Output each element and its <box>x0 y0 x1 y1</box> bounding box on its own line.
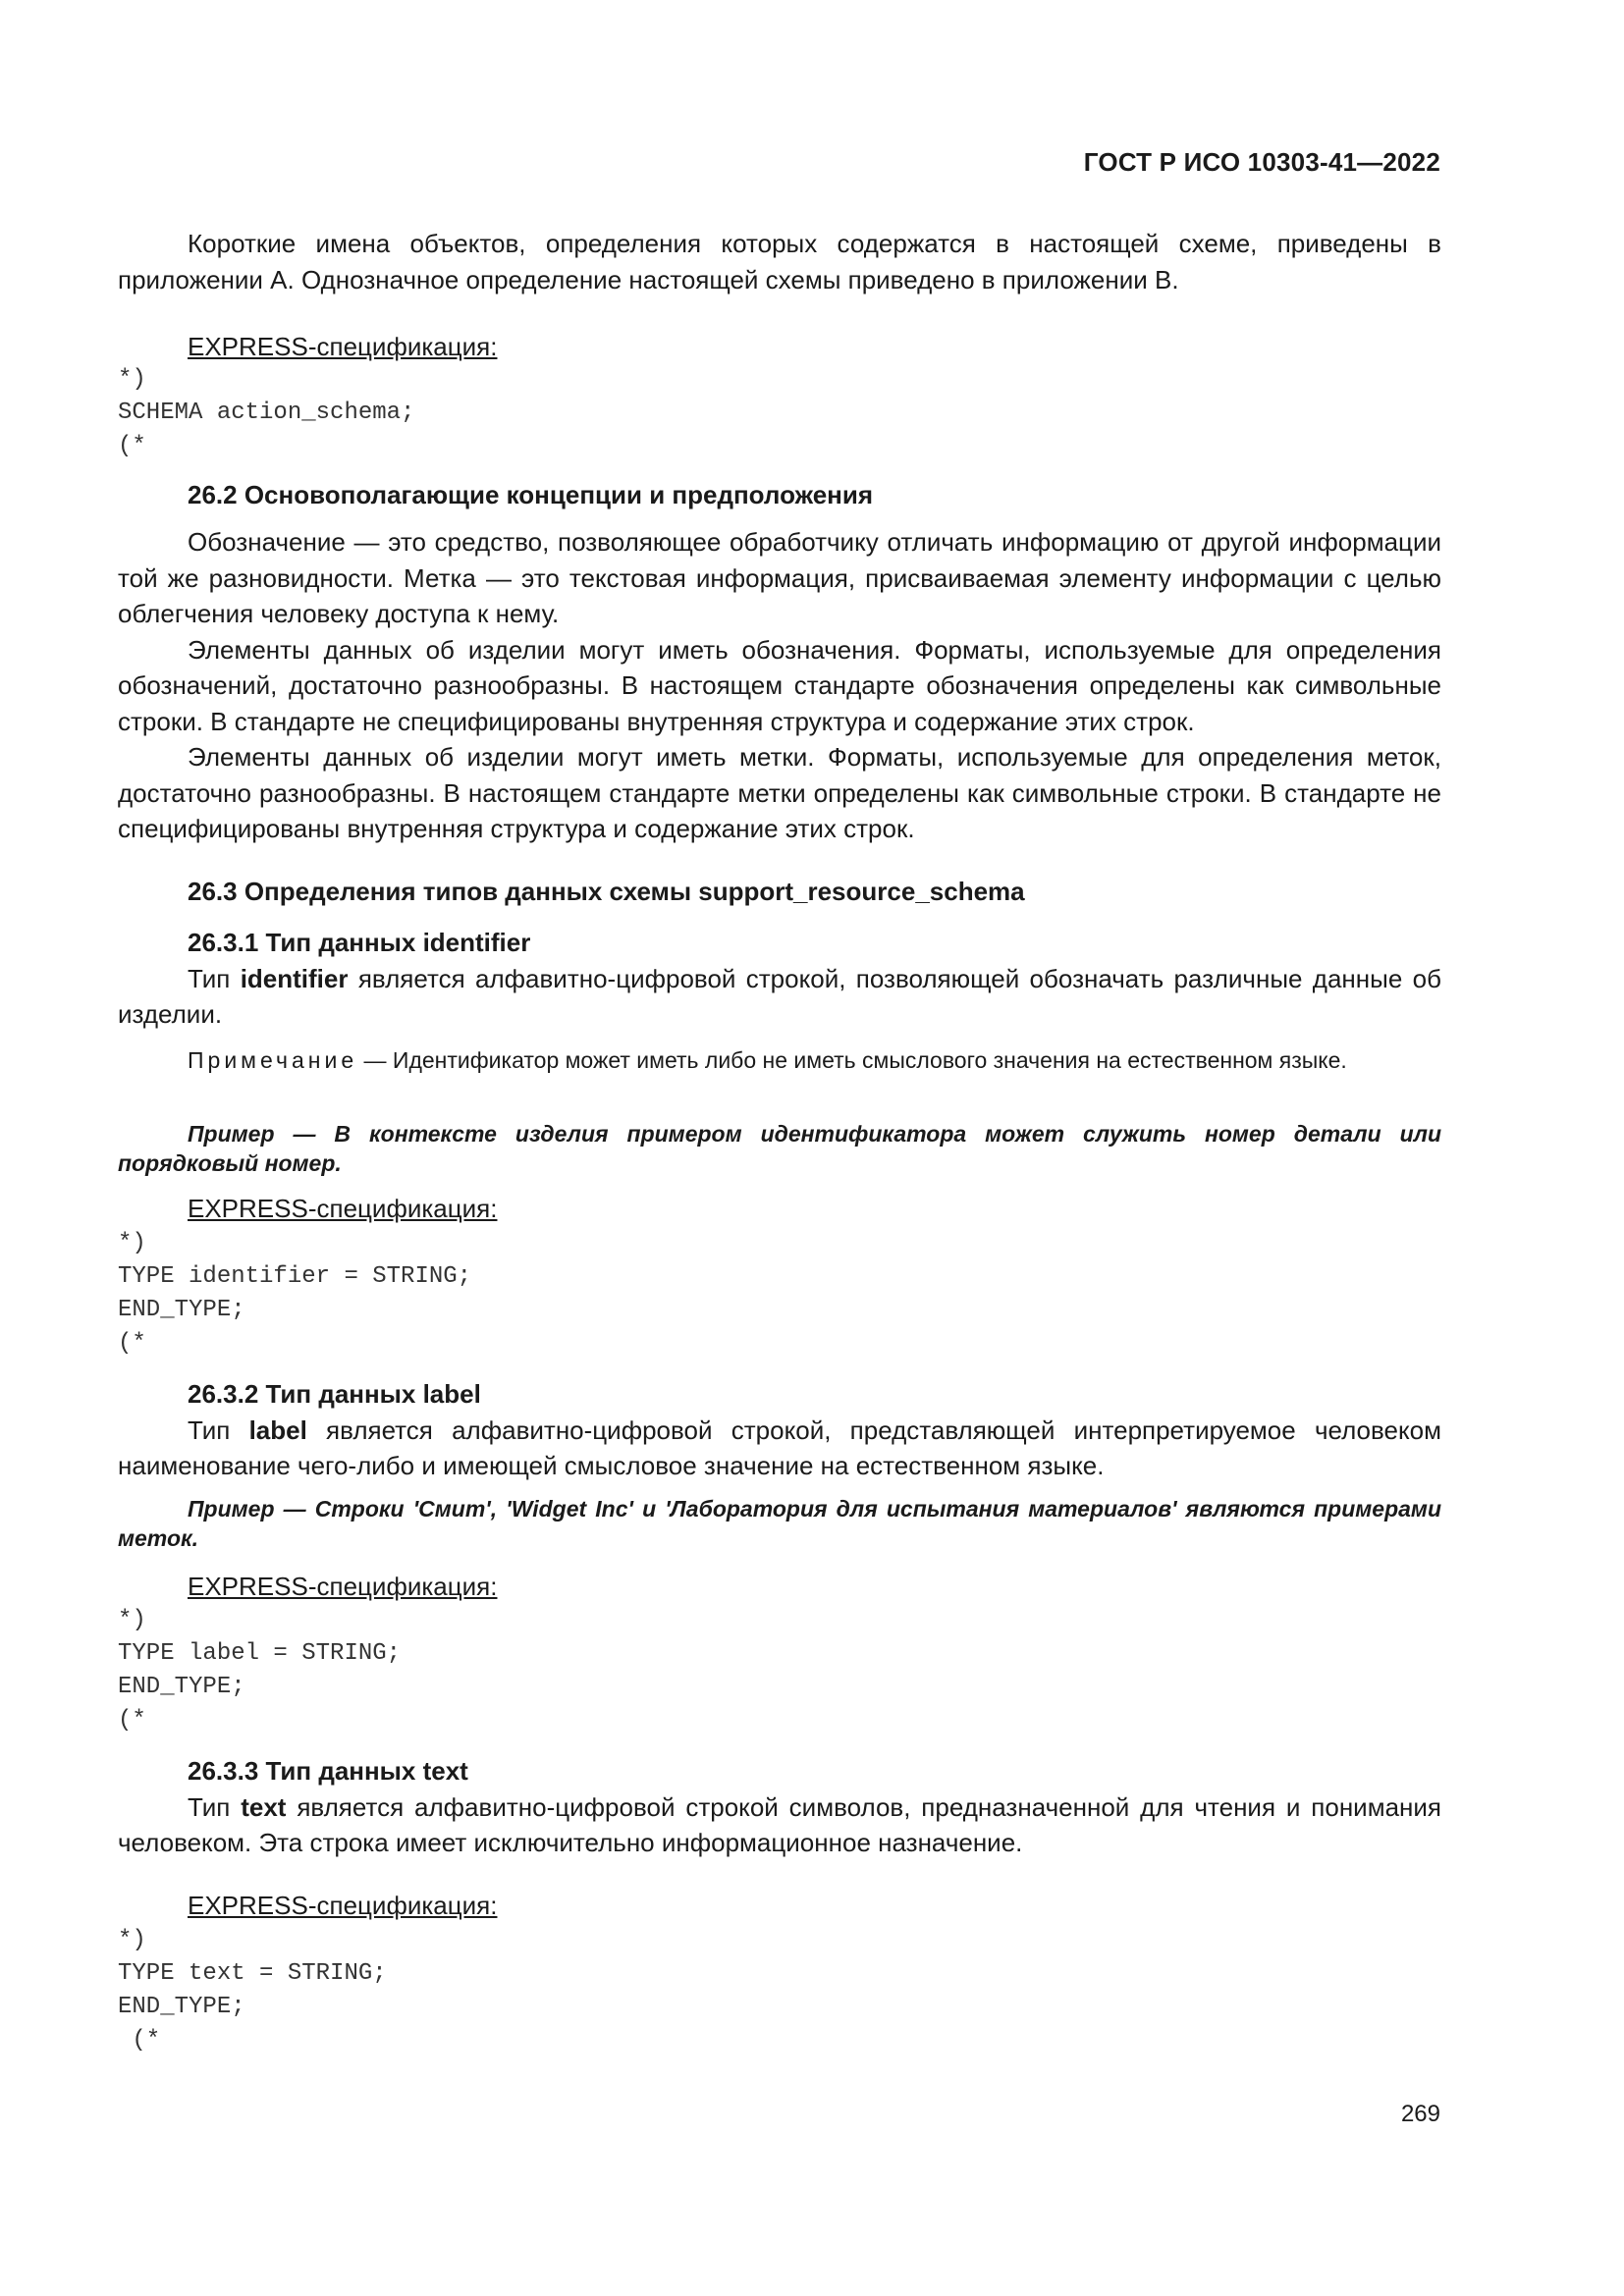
paragraph: Тип identifier является алфавитно-цифровой строкой, позволяющей обозначать различные данные об изделии. <box>118 963 1441 1029</box>
note: Примечание — Идентификатор может иметь либо не иметь смыслового значения на естественном языке. <box>188 1047 1347 1073</box>
section-26-3-2 <box>118 1376 1441 1484</box>
section-heading: 26.3 Определения типов данных схемы support_resource_schema <box>188 877 1025 906</box>
example: Пример — В контексте изделия примером идентификатора может служить номер детали или порядковый номер. <box>118 1121 1441 1176</box>
code-line: TYPE identifier = STRING; <box>118 1263 472 1290</box>
code-line: *) <box>118 1230 146 1256</box>
spec-label: EXPRESS-спецификация: <box>188 332 498 361</box>
code-line: END_TYPE; <box>118 1674 245 1700</box>
code-line: END_TYPE; <box>118 1297 245 1323</box>
code-line: (* <box>118 1707 146 1734</box>
code-block-2 <box>118 1227 1441 1361</box>
code-line: (* <box>118 1330 146 1357</box>
note-label: Примечание <box>188 1047 358 1073</box>
spec-label: EXPRESS-спецификация: <box>188 1194 498 1223</box>
section-26-3 <box>118 874 1441 910</box>
code-block-4 <box>118 1924 1441 2057</box>
note-block <box>118 1045 1441 1075</box>
section-26-2 <box>118 477 1441 513</box>
subsection-heading: 26.3.2 Тип данных label <box>188 1379 481 1409</box>
code-line: SCHEMA action_schema; <box>118 400 415 426</box>
example: Пример — Строки 'Смит', 'Widget Inc' и 'Лаборатория для испытания материалов' являются примерами меток. <box>118 1496 1441 1551</box>
code-line: TYPE label = STRING; <box>118 1640 402 1667</box>
section-26-2-body <box>118 524 1441 847</box>
spec-label: EXPRESS-спецификация: <box>188 1891 498 1920</box>
code-line: (* <box>118 2027 161 2054</box>
document-code-header: ГОСТ Р ИСО 10303-41—2022 <box>1083 147 1440 177</box>
code-line: TYPE text = STRING; <box>118 1960 387 1987</box>
code-line: *) <box>118 1607 146 1633</box>
intro-section <box>118 226 1441 297</box>
express-spec-3 <box>118 1569 1441 1605</box>
code-line: *) <box>118 366 146 393</box>
subsection-heading: 26.3.3 Тип данных text <box>188 1756 468 1786</box>
paragraph: Обозначение — это средство, позволяющее обработчику отличать информацию от другой информации той же разновидности. Метка — это текстовая информация, присваиваемая элементу информации с целью облегчения человеку доступа к нему. <box>118 527 1441 628</box>
paragraph: Элементы данных об изделии могут иметь обозначения. Форматы, используемые для определения обозначений, достаточно разнообразны. В настоящем стандарте обозначения определены как символьные строки. В стандарте не специфицированы внутренняя структура и содержание этих строк. <box>118 634 1441 736</box>
code-block-3 <box>118 1604 1441 1737</box>
paragraph: Тип text является алфавитно-цифровой строкой символов, предназначенной для чтения и понимания человеком. Эта строка имеет исключительно информационное назначение. <box>118 1791 1441 1857</box>
code-line: (* <box>118 433 146 459</box>
spec-label: EXPRESS-спецификация: <box>188 1572 498 1601</box>
section-heading: 26.2 Основополагающие концепции и предположения <box>188 480 874 509</box>
paragraph: Тип label является алфавитно-цифровой строкой, представляющей интерпретируемое человеком наименование чего-либо и имеющей смысловое значение на естественном языке. <box>118 1415 1441 1480</box>
page-number: 269 <box>1400 2101 1440 2127</box>
example-block <box>118 1119 1441 1178</box>
code-block-1 <box>118 363 1441 463</box>
code-line: END_TYPE; <box>118 1994 245 2020</box>
example-block <box>118 1494 1441 1553</box>
express-spec-1 <box>118 329 1441 365</box>
intro-paragraph: Короткие имена объектов, определения которых содержатся в настоящей схеме, приведены в приложении А. Однозначное определение настоящей схемы приведено в приложении В. <box>118 229 1441 294</box>
express-spec-4 <box>118 1888 1441 1924</box>
code-line: *) <box>118 1927 146 1953</box>
express-spec-2 <box>118 1191 1441 1227</box>
section-26-3-1 <box>118 925 1441 1033</box>
paragraph: Элементы данных об изделии могут иметь метки. Форматы, используемые для определения меток, достаточно разнообразны. В настоящем стандарте метки определены как символьные строки. В стандарте не специфицированы внутренняя структура и содержание этих строк. <box>118 742 1441 843</box>
subsection-heading: 26.3.1 Тип данных identifier <box>188 928 531 957</box>
section-26-3-3 <box>118 1753 1441 1861</box>
